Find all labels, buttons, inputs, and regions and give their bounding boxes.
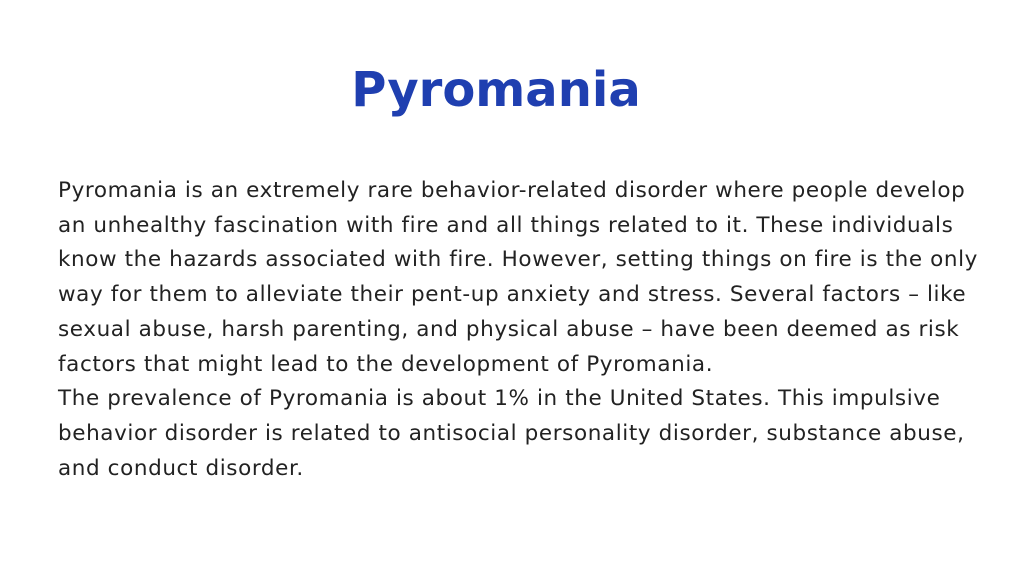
body-paragraph: The prevalence of Pyromania is about 1% in the United States. This impulsive behavior disorder is related to antisocial personality disorder, substance abuse, and conduct disorder.	[58, 386, 965, 481]
slide-title: Pyromania	[351, 62, 641, 118]
slide-body	[58, 174, 988, 486]
body-paragraph: Pyromania is an extremely rare behavior-related disorder where people develop an unhealthy fascination with fire and all things related to it. These individuals know the hazards associated with fire. However, setting things on fire is the only way for them to alleviate their pent-up anxiety and stress. Several factors – like sexual abuse, harsh parenting, and physical abuse – have been deemed as risk factors that might lead to the development of Pyromania.	[58, 178, 978, 377]
